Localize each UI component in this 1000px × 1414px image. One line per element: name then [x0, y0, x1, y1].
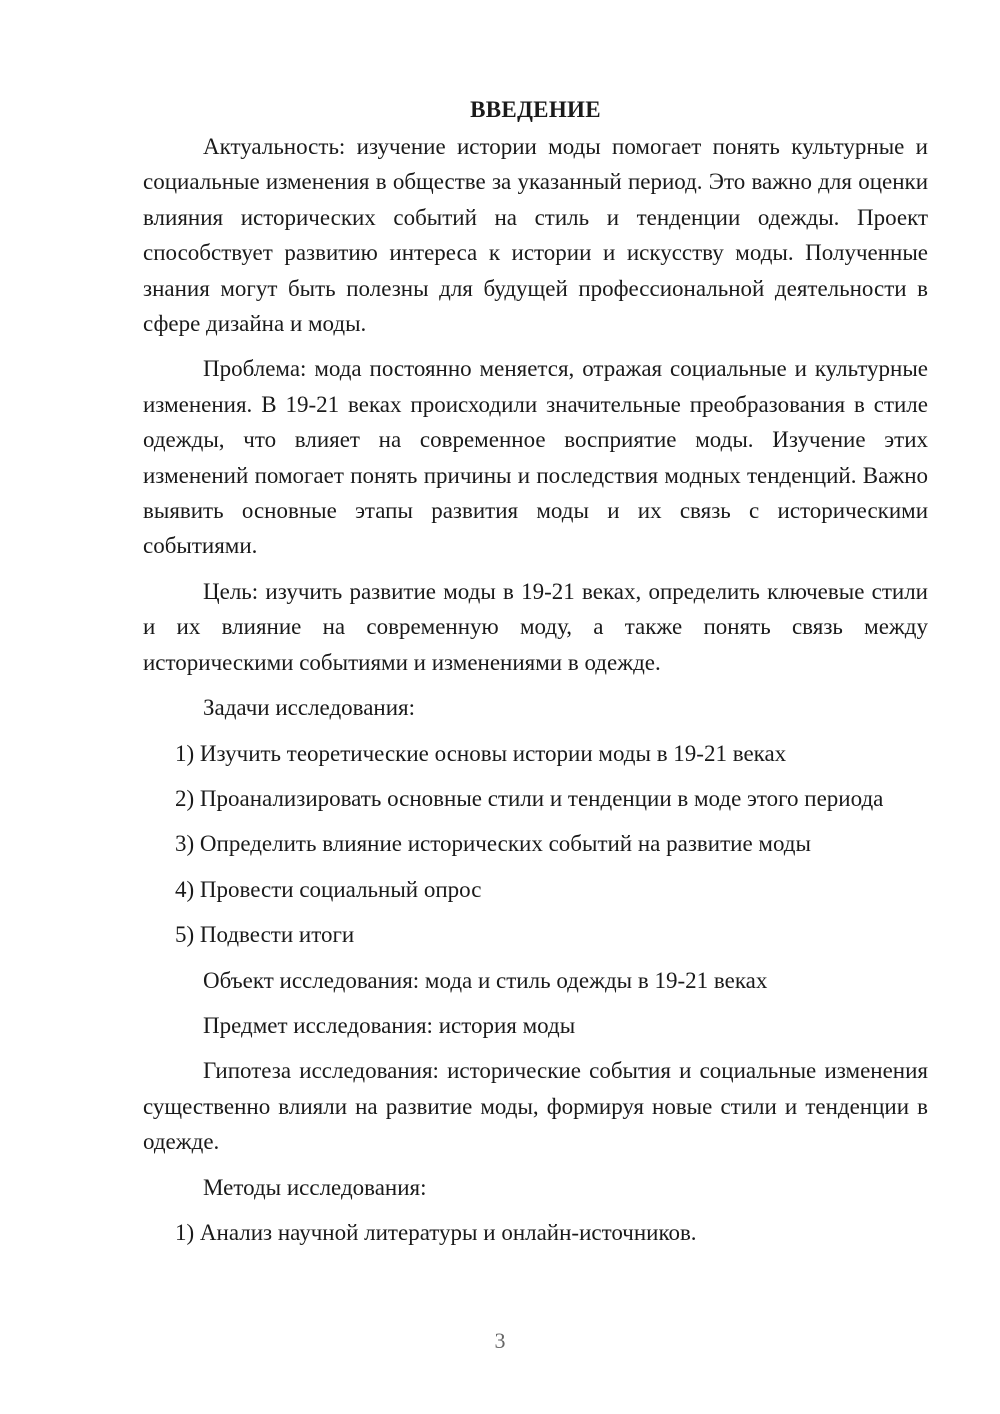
- list-item: 4) Провести социальный опрос: [175, 876, 482, 902]
- section-title: ВВЕДЕНИЕ: [470, 97, 601, 122]
- tasks-heading: Задачи исследования:: [203, 695, 416, 721]
- list-item: 3) Определить влияние исторических событий на развитие моды: [175, 831, 811, 857]
- hypothesis-paragraph: Гипотеза исследования: исторические события и социальные изменения существенно влияли на развитие моды, формируя новые стили и тенденции в одежде.: [143, 1058, 928, 1155]
- list-item: 1) Анализ научной литературы и онлайн-источников.: [175, 1219, 697, 1245]
- page-number: 3: [494, 1328, 506, 1353]
- list-item: 2) Проанализировать основные стили и тенденции в моде этого периода: [175, 785, 884, 811]
- goal-paragraph: Цель: изучить развитие моды в 19-21 веках, определить ключевые стили и их влияние на современную моду, а также понять связь между историческими событиями и изменениями в одежде.: [143, 578, 928, 675]
- methods-list: [143, 1215, 928, 1250]
- subject-line: Предмет исследования: история моды: [203, 1012, 576, 1038]
- object-line: Объект исследования: мода и стиль одежды в 19-21 веках: [203, 967, 768, 993]
- problem-paragraph: Проблема: мода постоянно меняется, отражая социальные и культурные изменения. В 19-21 веках происходили значительные преобразования в стиле одежды, что влияет на современное восприятие моды. Изучение этих изменений помогает понять причины и последствия модных тенденций. Важно выявить основные этапы развития моды и их связь с историческими событиями.: [143, 356, 928, 559]
- list-item: 1) Изучить теоретические основы истории моды в 19-21 веках: [175, 740, 787, 766]
- list-item: 5) Подвести итоги: [175, 922, 355, 948]
- methods-heading: Методы исследования:: [203, 1174, 427, 1200]
- tasks-list: [143, 736, 928, 953]
- relevance-paragraph: Актуальность: изучение истории моды помогает понять культурные и социальные изменения в обществе за указанный период. Это важно для оценки влияния исторических событий на стиль и тенденции одежды. Проект способствует развитию интереса к истории и искусству моды. Полученные знания могут быть полезны для будущей профессиональной деятельности в сфере дизайна и моды.: [143, 134, 928, 337]
- document-page: [143, 92, 928, 1260]
